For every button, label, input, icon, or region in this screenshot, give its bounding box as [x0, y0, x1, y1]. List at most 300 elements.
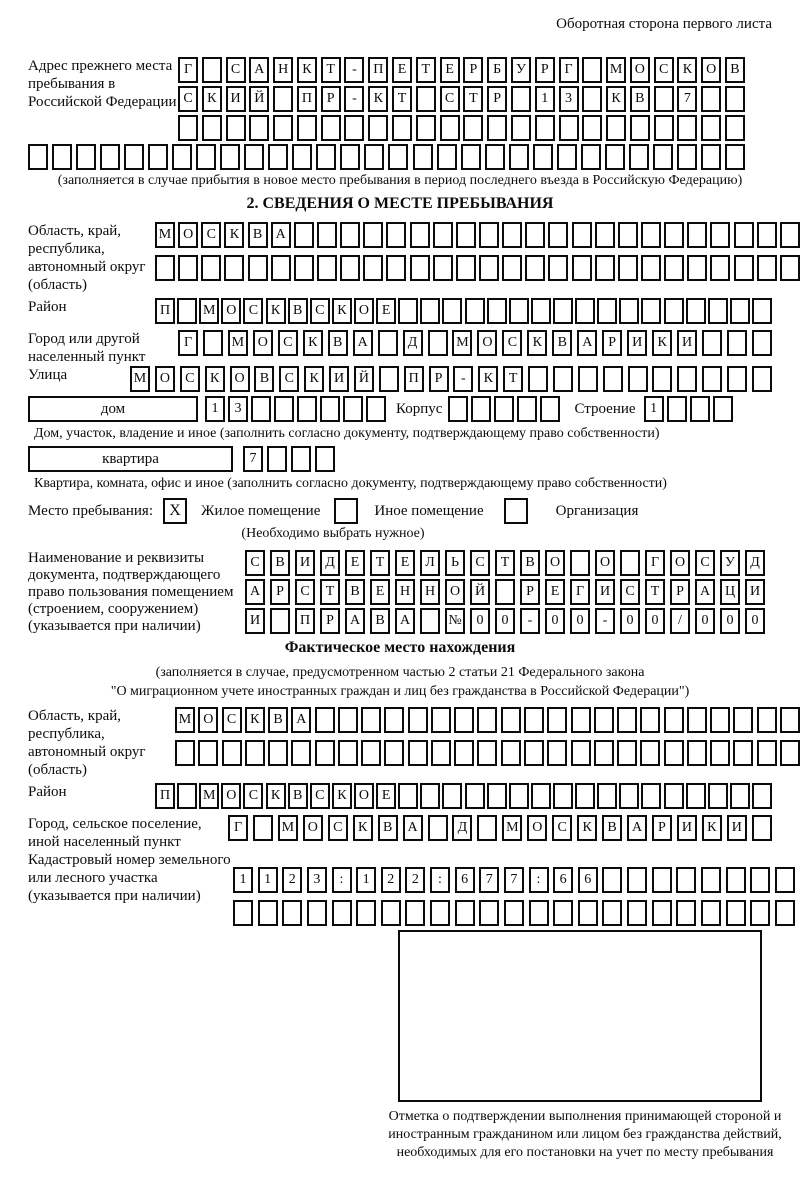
char-cell: [291, 446, 311, 472]
char-cell: [725, 144, 745, 170]
char-cell: К: [304, 366, 324, 392]
char-cell: [268, 740, 288, 766]
char-cell: [100, 144, 120, 170]
char-cell: [461, 144, 481, 170]
char-cell: [477, 707, 497, 733]
char-cell: [775, 900, 795, 926]
char-cell: X: [163, 498, 187, 524]
apartment-block: [28, 446, 772, 472]
char-cell: [582, 115, 602, 141]
house-note: Дом, участок, владение и иное (заполнить согласно документу, подтверждающему право собственности): [34, 426, 660, 441]
apartment-box-label: квартира: [28, 446, 233, 472]
char-cell: 3: [307, 867, 327, 893]
char-cell: [291, 740, 311, 766]
char-cell: [553, 900, 573, 926]
char-cell: [677, 115, 697, 141]
char-cell: [504, 498, 528, 524]
char-cell: Т: [416, 57, 436, 83]
char-cell: А: [271, 222, 291, 248]
char-cell: М: [199, 783, 219, 809]
char-cell: 0: [645, 608, 665, 634]
char-cell: Г: [645, 550, 665, 576]
char-cell: [780, 255, 800, 281]
char-cell: С: [440, 86, 460, 112]
char-cell: [226, 115, 246, 141]
char-cell: Е: [545, 579, 565, 605]
char-cell: [477, 815, 497, 841]
char-cell: М: [452, 330, 472, 356]
char-cell: [559, 115, 579, 141]
char-cell: С: [180, 366, 200, 392]
char-cell: Г: [178, 57, 198, 83]
char-cell: [479, 255, 499, 281]
char-cell: Д: [403, 330, 423, 356]
char-cell: В: [520, 550, 540, 576]
char-cell: [548, 222, 568, 248]
char-cell: [315, 707, 335, 733]
char-cell: [726, 867, 746, 893]
char-cell: Т: [463, 86, 483, 112]
document-block: [28, 550, 772, 637]
char-cell: [701, 867, 721, 893]
confirmation-stamp-box: [398, 930, 762, 1102]
stroenie-label: Строение: [574, 401, 636, 417]
char-cell: /: [670, 608, 690, 634]
char-cell: П: [155, 298, 175, 324]
city-row: [178, 330, 772, 356]
char-cell: [340, 255, 360, 281]
prev-address-row-4: [28, 144, 745, 170]
char-cell: [687, 222, 707, 248]
char-cell: П: [404, 366, 424, 392]
char-cell: К: [478, 366, 498, 392]
char-cell: [456, 255, 476, 281]
char-cell: [448, 396, 468, 422]
char-cell: [416, 86, 436, 112]
char-cell: М: [155, 222, 175, 248]
char-cell: [535, 115, 555, 141]
region-block: [28, 222, 772, 294]
char-cell: Т: [495, 550, 515, 576]
char-cell: В: [725, 57, 745, 83]
char-cell: [420, 298, 440, 324]
char-cell: О: [354, 298, 374, 324]
char-cell: В: [328, 330, 348, 356]
char-cell: [602, 900, 622, 926]
char-cell: [428, 330, 448, 356]
char-cell: Н: [395, 579, 415, 605]
char-cell: [618, 222, 638, 248]
char-cell: В: [270, 550, 290, 576]
char-cell: [557, 144, 577, 170]
char-cell: В: [370, 608, 390, 634]
char-cell: С: [245, 550, 265, 576]
char-cell: К: [677, 57, 697, 83]
char-cell: [408, 740, 428, 766]
char-cell: [292, 144, 312, 170]
char-cell: [271, 255, 291, 281]
char-cell: 3: [559, 86, 579, 112]
char-cell: Д: [320, 550, 340, 576]
char-cell: Р: [535, 57, 555, 83]
char-cell: О: [445, 579, 465, 605]
char-cell: 2: [405, 867, 425, 893]
char-cell: [652, 900, 672, 926]
document-row-2: [245, 579, 765, 605]
char-cell: [495, 579, 515, 605]
char-cell: [148, 144, 168, 170]
char-cell: К: [368, 86, 388, 112]
fact-district-row: [155, 783, 772, 809]
char-cell: Е: [440, 57, 460, 83]
char-cell: [487, 298, 507, 324]
korpus-label: Корпус: [396, 401, 443, 417]
house-box-label: дом: [28, 396, 198, 422]
char-cell: С: [310, 783, 330, 809]
char-cell: [531, 298, 551, 324]
prev-address-note: (заполняется в случае прибытия в новое место пребывания в период последнего въезда в Российскую Федерацию): [57, 173, 743, 188]
actual-location-title: Фактическое место нахождения: [284, 639, 516, 656]
char-cell: А: [291, 707, 311, 733]
char-cell: К: [702, 815, 722, 841]
char-cell: 0: [695, 608, 715, 634]
char-cell: [627, 900, 647, 926]
char-cell: [454, 740, 474, 766]
char-cell: [363, 222, 383, 248]
char-cell: [220, 144, 240, 170]
char-cell: [620, 550, 640, 576]
char-cell: [752, 815, 772, 841]
char-cell: [594, 707, 614, 733]
char-cell: [316, 144, 336, 170]
char-cell: М: [278, 815, 298, 841]
house-cells: [205, 396, 386, 422]
char-cell: [410, 222, 430, 248]
char-cell: Т: [645, 579, 665, 605]
char-cell: [405, 900, 425, 926]
char-cell: [487, 115, 507, 141]
char-cell: [575, 783, 595, 809]
char-cell: [332, 900, 352, 926]
char-cell: Т: [370, 550, 390, 576]
prev-address-block: [28, 57, 772, 144]
char-cell: О: [221, 783, 241, 809]
char-cell: 0: [470, 608, 490, 634]
section2-title: 2. СВЕДЕНИЯ О МЕСТЕ ПРЕБЫВАНИЯ: [246, 195, 554, 212]
fact-region-label: Область, край, республика, автономный округ (область): [28, 708, 146, 778]
char-cell: [710, 740, 730, 766]
char-cell: [356, 900, 376, 926]
char-cell: [780, 740, 800, 766]
char-cell: [317, 255, 337, 281]
char-cell: 0: [570, 608, 590, 634]
char-cell: [178, 255, 198, 281]
actual-location-note-2: "О миграционном учете иностранных граждан и лиц без гражданства в Российской Федерации"): [110, 684, 690, 699]
char-cell: [730, 783, 750, 809]
char-cell: [603, 366, 623, 392]
char-cell: [384, 740, 404, 766]
char-cell: [442, 298, 462, 324]
prev-address-row-2: [178, 86, 745, 112]
char-cell: [664, 740, 684, 766]
char-cell: :: [529, 867, 549, 893]
char-cell: В: [552, 330, 572, 356]
char-cell: И: [295, 550, 315, 576]
char-cell: Т: [392, 86, 412, 112]
char-cell: [248, 255, 268, 281]
char-cell: В: [254, 366, 274, 392]
char-cell: [713, 396, 733, 422]
char-cell: К: [303, 330, 323, 356]
char-cell: [398, 298, 418, 324]
char-cell: С: [278, 330, 298, 356]
char-cell: -: [344, 86, 364, 112]
char-cell: -: [595, 608, 615, 634]
char-cell: 6: [455, 867, 475, 893]
char-cell: [398, 783, 418, 809]
char-cell: Н: [420, 579, 440, 605]
char-cell: [384, 707, 404, 733]
char-cell: [366, 396, 386, 422]
char-cell: С: [243, 298, 263, 324]
char-cell: [155, 255, 175, 281]
char-cell: [368, 115, 388, 141]
char-cell: 0: [495, 608, 515, 634]
char-cell: [553, 298, 573, 324]
char-cell: [428, 815, 448, 841]
char-cell: М: [502, 815, 522, 841]
char-cell: [201, 255, 221, 281]
char-cell: [386, 255, 406, 281]
char-cell: [606, 115, 626, 141]
char-cell: С: [654, 57, 674, 83]
char-cell: [294, 222, 314, 248]
stay-type-label: Место пребывания:: [28, 503, 153, 519]
char-cell: М: [228, 330, 248, 356]
char-cell: [727, 330, 747, 356]
char-cell: [664, 255, 684, 281]
confirmation-caption: Отметка о подтверждении выполнения принимающей стороной и иностранным гражданином или лицом без гражданства действий, необходимых для его постановки на учет по месту пребывания: [388, 1109, 782, 1160]
char-cell: [641, 255, 661, 281]
char-cell: С: [310, 298, 330, 324]
char-cell: 1: [644, 396, 664, 422]
char-cell: :: [332, 867, 352, 893]
char-cell: [597, 783, 617, 809]
char-cell: Е: [392, 57, 412, 83]
fact-district-block: [28, 783, 772, 809]
char-cell: [222, 740, 242, 766]
char-cell: К: [577, 815, 597, 841]
page-side-title: Оборотная сторона первого листа: [556, 16, 772, 32]
char-cell: Р: [270, 579, 290, 605]
char-cell: [750, 900, 770, 926]
char-cell: [504, 900, 524, 926]
char-cell: [547, 707, 567, 733]
char-cell: Г: [570, 579, 590, 605]
char-cell: [344, 115, 364, 141]
char-cell: И: [245, 608, 265, 634]
char-cell: Д: [745, 550, 765, 576]
char-cell: К: [266, 298, 286, 324]
char-cell: А: [577, 330, 597, 356]
char-cell: [76, 144, 96, 170]
char-cell: С: [243, 783, 263, 809]
char-cell: [752, 783, 772, 809]
char-cell: [416, 115, 436, 141]
char-cell: [571, 740, 591, 766]
char-cell: И: [677, 330, 697, 356]
char-cell: [364, 144, 384, 170]
char-cell: [203, 330, 223, 356]
char-cell: [408, 707, 428, 733]
char-cell: А: [249, 57, 269, 83]
char-cell: Ц: [720, 579, 740, 605]
char-cell: [431, 707, 451, 733]
street-block: [28, 366, 772, 392]
char-cell: Ь: [445, 550, 465, 576]
char-cell: [757, 222, 777, 248]
char-cell: [547, 740, 567, 766]
char-cell: [430, 900, 450, 926]
char-cell: [501, 707, 521, 733]
char-cell: О: [477, 330, 497, 356]
char-cell: [734, 255, 754, 281]
char-cell: В: [248, 222, 268, 248]
char-cell: 1: [233, 867, 253, 893]
char-cell: Б: [487, 57, 507, 83]
region-label: Область, край, республика, автономный округ (область): [28, 223, 146, 293]
char-cell: Р: [670, 579, 690, 605]
char-cell: Р: [520, 579, 540, 605]
street-row: [130, 366, 772, 392]
fact-city-label: Город, сельское поселение, иной населенный пункт: [28, 816, 202, 850]
char-cell: [524, 740, 544, 766]
char-cell: [553, 783, 573, 809]
char-cell: К: [266, 783, 286, 809]
char-cell: [433, 222, 453, 248]
char-cell: -: [453, 366, 473, 392]
char-cell: [602, 867, 622, 893]
char-cell: [605, 144, 625, 170]
char-cell: 3: [228, 396, 248, 422]
char-cell: [282, 900, 302, 926]
apartment-note: Квартира, комната, офис и иное (заполнить согласно документу, подтверждающему право собственности): [34, 476, 667, 491]
char-cell: [708, 298, 728, 324]
char-cell: [582, 86, 602, 112]
char-cell: [224, 255, 244, 281]
char-cell: [654, 86, 674, 112]
char-cell: О: [545, 550, 565, 576]
char-cell: Р: [602, 330, 622, 356]
char-cell: [485, 144, 505, 170]
char-cell: О: [303, 815, 323, 841]
char-cell: [502, 255, 522, 281]
char-cell: [725, 115, 745, 141]
char-cell: -: [520, 608, 540, 634]
document-row-3: [245, 608, 765, 634]
char-cell: [244, 144, 264, 170]
char-cell: [690, 396, 710, 422]
char-cell: П: [295, 608, 315, 634]
char-cell: Г: [178, 330, 198, 356]
char-cell: О: [595, 550, 615, 576]
char-cell: [701, 144, 721, 170]
char-cell: [628, 366, 648, 392]
char-cell: [525, 222, 545, 248]
char-cell: [571, 707, 591, 733]
char-cell: [315, 446, 335, 472]
char-cell: [307, 900, 327, 926]
char-cell: 1: [205, 396, 225, 422]
char-cell: 1: [356, 867, 376, 893]
char-cell: И: [745, 579, 765, 605]
char-cell: [317, 222, 337, 248]
fact-district-label: Район: [28, 784, 67, 800]
char-cell: [531, 783, 551, 809]
char-cell: [198, 740, 218, 766]
char-cell: В: [378, 815, 398, 841]
char-cell: [440, 115, 460, 141]
char-cell: [386, 222, 406, 248]
prev-address-row-3: [178, 115, 745, 141]
char-cell: С: [470, 550, 490, 576]
char-cell: [595, 222, 615, 248]
fact-region-row-1: [175, 707, 800, 733]
char-cell: [664, 222, 684, 248]
organization-label: Организация: [555, 503, 639, 519]
char-cell: [525, 255, 545, 281]
char-cell: Р: [320, 608, 340, 634]
char-cell: [28, 144, 48, 170]
char-cell: С: [695, 550, 715, 576]
char-cell: О: [198, 707, 218, 733]
char-cell: О: [701, 57, 721, 83]
char-cell: Л: [420, 550, 440, 576]
char-cell: [511, 115, 531, 141]
char-cell: В: [345, 579, 365, 605]
char-cell: [321, 115, 341, 141]
char-cell: [177, 298, 197, 324]
char-cell: 0: [620, 608, 640, 634]
char-cell: [410, 255, 430, 281]
char-cell: [664, 298, 684, 324]
char-cell: 2: [381, 867, 401, 893]
char-cell: Е: [345, 550, 365, 576]
other-premises-checkbox: [334, 498, 358, 524]
char-cell: И: [627, 330, 647, 356]
char-cell: [494, 396, 514, 422]
char-cell: [708, 783, 728, 809]
cadastral-block: [28, 851, 772, 926]
char-cell: К: [202, 86, 222, 112]
char-cell: 6: [578, 867, 598, 893]
char-cell: К: [606, 86, 626, 112]
region-row-1: [155, 222, 800, 248]
organization-checkbox: [504, 498, 528, 524]
char-cell: Т: [503, 366, 523, 392]
char-cell: [517, 396, 537, 422]
char-cell: О: [155, 366, 175, 392]
char-cell: Е: [370, 579, 390, 605]
char-cell: Г: [228, 815, 248, 841]
char-cell: [273, 115, 293, 141]
char-cell: [268, 144, 288, 170]
char-cell: К: [205, 366, 225, 392]
char-cell: [780, 707, 800, 733]
char-cell: [363, 255, 383, 281]
char-cell: [702, 330, 722, 356]
char-cell: [630, 115, 650, 141]
